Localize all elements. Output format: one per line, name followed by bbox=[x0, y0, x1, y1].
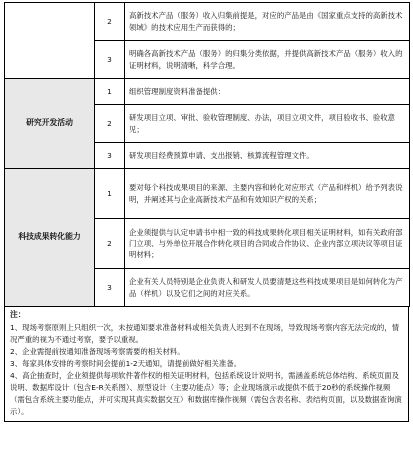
table-row bbox=[5, 3, 410, 41]
row-number: 3 bbox=[95, 41, 125, 79]
note-item: 1、现场考察原则上只组织一次，未按通知要求准备材料或相关负责人迟到不在现场，导致现场考察内容无法完成的，情况严重的视为不通过考察，要予以重视。 bbox=[10, 322, 400, 344]
row-number: 1 bbox=[95, 169, 125, 219]
category-label-tech-conversion: 科技成果转化能力 bbox=[5, 169, 95, 307]
row-number: 3 bbox=[95, 143, 125, 169]
table-row bbox=[5, 169, 410, 219]
category-cell-blank bbox=[5, 3, 95, 79]
notes-box bbox=[4, 307, 409, 422]
document-page bbox=[4, 2, 409, 422]
row-number: 2 bbox=[95, 3, 125, 41]
note-item: 3、每家具体安排的考察时间会提前1-2天通知，请提前做好相关准备。 bbox=[10, 358, 242, 368]
row-text: 研发项目经费预算申请、支出报销、核算流程管理文件。 bbox=[125, 143, 410, 169]
row-text: 要对每个科技成果项目的来源、主要内容和转化对应形式（产品和样机）给予列表说明，并阐述其与企业高新技术产品和有效知识产权的关系； bbox=[125, 169, 410, 219]
row-text: 组织管理制度资料准备提供： bbox=[125, 79, 410, 105]
table-row bbox=[5, 79, 410, 105]
row-number: 2 bbox=[95, 105, 125, 143]
row-text: 企业须提供与认定申请书中相一致的科技成果转化项目相关证明材料，如有关政府部门立项、与外单位开展合作转化项目的合同或合作协议、企业内部立项决议等项目证明材料； bbox=[125, 219, 410, 269]
row-text: 高新技术产品（服务）收入归集前提是，对应的产品是由《国家重点支持的高新技术领域》的技术应用生产而获得的； bbox=[125, 3, 410, 41]
note-item: 2、企业需提前按通知准备现场考察需要的相关材料。 bbox=[10, 346, 185, 356]
notes-title: 注： bbox=[10, 310, 26, 319]
note-item: 4、高企抽查时，企业须提供每项软件著作权的相关证明材料，包括系统设计说明书，需涵盖系统总体结构、系统页面及说明、数据库设计（包含E-R关系图）、原型设计（主要功能点）等；企业现场演示或提供不低于20秒的系统操作视频（需包含系统主要功能点，并可实现其真实数据交互）和数据库操作视频（需包含表名称、表结构页面，以及数据查询演示）。 bbox=[10, 370, 402, 416]
row-number: 2 bbox=[95, 219, 125, 269]
row-number: 3 bbox=[95, 269, 125, 307]
row-number: 1 bbox=[95, 79, 125, 105]
requirements-table bbox=[4, 2, 410, 307]
row-text: 研发项目立项、审批、验收管理制度、办法，项目立项文件，项目验收书、验收意见； bbox=[125, 105, 410, 143]
row-text: 企业有关人员特别是企业负责人和研发人员要清楚这些科技成果项目是如何转化为产品（样机）以及它们之间的对应关系。 bbox=[125, 269, 410, 307]
category-label-rd: 研究开发活动 bbox=[5, 79, 95, 169]
row-text: 明确各高新技术产品（服务）的归集分类依据，并提供高新技术产品（服务）收入的证明材料，说明清晰，科学合理。 bbox=[125, 41, 410, 79]
